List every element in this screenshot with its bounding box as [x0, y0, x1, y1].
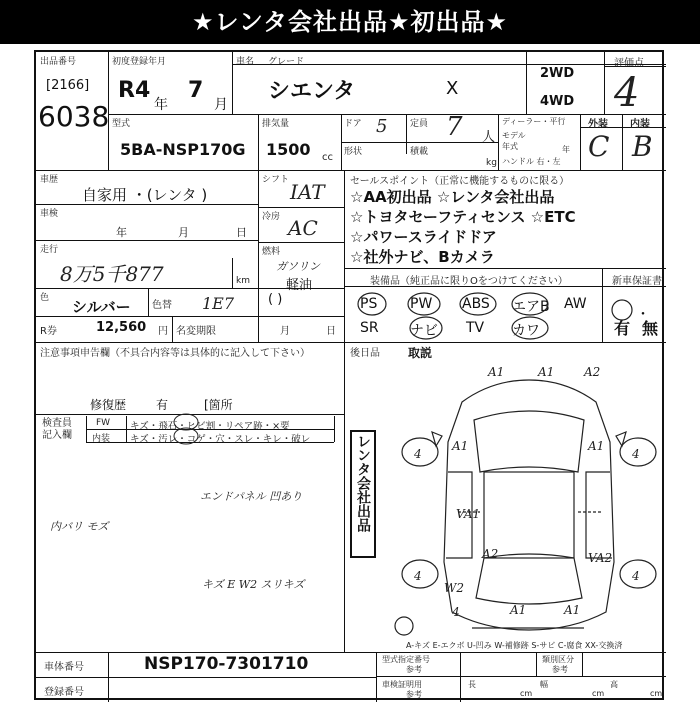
- sales-point-line: ☆パワースライドドア: [350, 228, 497, 246]
- era: R4: [118, 78, 151, 103]
- sales-point-line: ☆社外ナビ、Bカメラ: [350, 248, 495, 266]
- mark-front-a1b: A1: [538, 365, 555, 379]
- mark-a1-rear-right: A1: [564, 603, 581, 617]
- month: 7: [188, 78, 204, 103]
- warranty-dot: ・: [636, 307, 650, 323]
- mark-wheel-fr: 4: [632, 447, 640, 461]
- mark-a1-left: A1: [452, 439, 469, 453]
- post-date-label: 後日品: [350, 348, 380, 359]
- fuel-label: 燃料: [262, 247, 281, 257]
- tax-label: R券: [40, 326, 57, 337]
- score-label: 評価点: [614, 58, 644, 69]
- doors: 5: [376, 116, 388, 137]
- car-name: シエンタ: [268, 79, 356, 104]
- auction-banner: ★レンタ会社出品★初出品★: [0, 0, 700, 44]
- chassis-label: 車体番号: [44, 662, 84, 673]
- legend: A-キズ E-エクボ U-凹み W-補修跡 S-サビ C-腐食 XX-交換済: [406, 641, 623, 650]
- interior-grade: B: [632, 130, 653, 163]
- equip-leather: カワ: [512, 323, 540, 339]
- mark-wheel-rr: 4: [632, 569, 640, 583]
- sales-points-title: セールスポイント（正常に機能するものに限る）: [350, 176, 570, 187]
- equip-airbag: エアB: [512, 299, 550, 315]
- width-label: 幅: [540, 680, 548, 689]
- length-cm: cm: [520, 689, 533, 698]
- reg-cert-ref: 参考: [406, 690, 422, 699]
- equip-abs: ABS: [462, 296, 490, 312]
- interior-label: 内装: [630, 119, 650, 130]
- equipment-title: 装備品（純正品に限りOをつけてください）: [370, 276, 568, 287]
- shift: IAT: [290, 180, 325, 204]
- note-endpanel: エンドパネル 凹あり: [200, 490, 303, 503]
- capacity-label: 定員: [410, 119, 429, 129]
- doors-label: ドア: [344, 119, 362, 129]
- drive-4wd: 4WD: [540, 94, 575, 109]
- auction-sheet: [34, 50, 664, 700]
- note-interior: 内バリ モズ: [50, 520, 109, 533]
- class-ref: 参考: [552, 665, 568, 674]
- repair-label: 修復歴: [90, 398, 127, 412]
- check-circles: [166, 412, 346, 448]
- name-change-month: 月: [280, 326, 290, 337]
- fuel-print: 軽油: [286, 278, 313, 293]
- warranty-label: 新車保証書: [612, 276, 662, 287]
- mark-front-a2: A2: [584, 365, 601, 379]
- fuel-paren: ( ): [268, 292, 283, 307]
- handle-label: ハンドル 右・左: [502, 157, 561, 166]
- history-label: 車歴: [40, 175, 59, 185]
- person-unit: 人: [482, 130, 496, 145]
- name-change-day: 日: [326, 326, 336, 337]
- mark-a1-rear-left: A1: [510, 603, 527, 617]
- registration-label: 登録番号: [44, 687, 84, 698]
- model-label: 型式: [112, 119, 131, 129]
- model-cert-label: 型式指定番号: [382, 655, 430, 664]
- model-year-label: モデル年式: [502, 131, 526, 151]
- shaken-day: 日: [236, 226, 247, 239]
- lot-label: 出品番号: [40, 57, 77, 67]
- model: 5BA-NSP170G: [120, 140, 246, 159]
- height-cm: cm: [650, 689, 663, 698]
- dealer-label: ディーラー・平行: [502, 117, 566, 126]
- interior-text: キズ・汚レ・コゲ・穴・スレ・キレ・破レ: [130, 434, 311, 445]
- equip-tv: TV: [466, 320, 485, 336]
- repair-part: [箇所: [204, 398, 233, 412]
- exterior-grade: C: [588, 130, 610, 163]
- car-name-label: 車名: [236, 57, 255, 67]
- cc-unit: cc: [322, 152, 333, 163]
- exterior-label: 外装: [588, 119, 608, 130]
- mark-va1: VA1: [456, 507, 481, 521]
- rental-stamp: [350, 430, 376, 558]
- width-cm: cm: [592, 689, 605, 698]
- equip-aw: AW: [564, 296, 587, 312]
- rental-stamp-text: レンタ会社出品: [355, 434, 371, 532]
- mark-a1-right: A1: [588, 439, 605, 453]
- mark-4-bottom: 4: [452, 605, 460, 619]
- warranty-no: 無: [642, 319, 659, 338]
- shape-label: 形状: [344, 147, 363, 157]
- note-scratch: キズ E W2 スリキズ: [202, 578, 305, 591]
- torisetsu: 取説: [408, 346, 433, 360]
- name-change-label: 名変期限: [176, 326, 216, 337]
- reg-cert-label: 車検証明用: [382, 680, 422, 689]
- inspector-label: 検査員記入欄: [42, 418, 72, 441]
- model-cert-ref: 参考: [406, 665, 422, 674]
- chassis-number: NSP170-7301710: [144, 654, 309, 674]
- kg-unit: kg: [486, 158, 497, 168]
- repaint-label: 色替: [152, 300, 172, 311]
- equip-sr: SR: [360, 320, 379, 336]
- sales-point-line: ☆トヨタセーフティセンス ☆ETC: [350, 208, 576, 226]
- fw-text: キズ・飛石・ヒビ割・リペア跡・×要: [130, 421, 290, 432]
- shaken-year: 年: [116, 226, 127, 239]
- mark-w2: W2: [444, 581, 464, 595]
- drive-2wd: 2WD: [540, 66, 575, 81]
- shaken-label: 車検: [40, 209, 59, 219]
- warranty-yes: 有: [614, 319, 631, 338]
- tax: 12,560: [96, 320, 147, 335]
- grade: X: [446, 78, 459, 99]
- equipment-circles: [344, 286, 666, 342]
- mark-wheel-fl: 4: [414, 447, 422, 461]
- lot-small: [2166]: [46, 78, 90, 93]
- mileage: 8万5千877: [60, 262, 164, 286]
- color-label: 色: [40, 293, 50, 303]
- yen-unit: 円: [158, 326, 168, 337]
- aircon: AC: [288, 216, 318, 240]
- fw-label: FW: [96, 418, 111, 428]
- notes-title: 注意事項申告欄（不具合内容等は具体的に記入して下さい）: [40, 348, 310, 359]
- equip-ps: PS: [360, 296, 378, 312]
- year-unit: 年: [154, 97, 168, 113]
- mark-va2: VA2: [588, 551, 613, 565]
- interior-check-label: 内装: [92, 434, 111, 444]
- color: シルバー: [72, 298, 131, 316]
- history-value: 自家用 ・(レンタ ): [82, 186, 208, 204]
- displacement: 1500: [266, 140, 311, 159]
- grade-label: グレード: [268, 57, 305, 67]
- length-label: 長: [468, 680, 476, 689]
- mark-front-a1: A1: [488, 365, 505, 379]
- equip-pw: PW: [410, 296, 433, 312]
- mileage-label: 走行: [40, 245, 59, 255]
- mark-a2-rear: A2: [482, 547, 499, 561]
- lot-number: 6038: [38, 100, 110, 133]
- displacement-label: 排気量: [262, 119, 290, 129]
- aircon-label: 冷房: [262, 212, 281, 222]
- fuel-hand: ガソリン: [276, 260, 320, 273]
- score: 4: [614, 70, 640, 116]
- sales-point-line: ☆AA初出品 ☆レンタ会社出品: [350, 188, 555, 206]
- capacity: 7: [446, 112, 463, 142]
- repair-has: 有: [156, 398, 169, 412]
- color-code: 1E7: [202, 294, 235, 313]
- km-unit: km: [236, 276, 250, 286]
- class-label: 類別区分: [542, 655, 574, 664]
- car-diagram: [392, 362, 666, 642]
- load-label: 積載: [410, 147, 429, 157]
- height-label: 高: [610, 680, 618, 689]
- equip-navi: ナビ: [410, 323, 438, 339]
- shaken-month: 月: [178, 226, 189, 239]
- first-reg-label: 初度登録年月: [112, 57, 167, 67]
- month-unit: 月: [214, 97, 228, 113]
- mark-wheel-rl: 4: [414, 569, 422, 583]
- shift-label: シフト: [262, 175, 290, 185]
- model-year-unit: 年: [562, 145, 570, 154]
